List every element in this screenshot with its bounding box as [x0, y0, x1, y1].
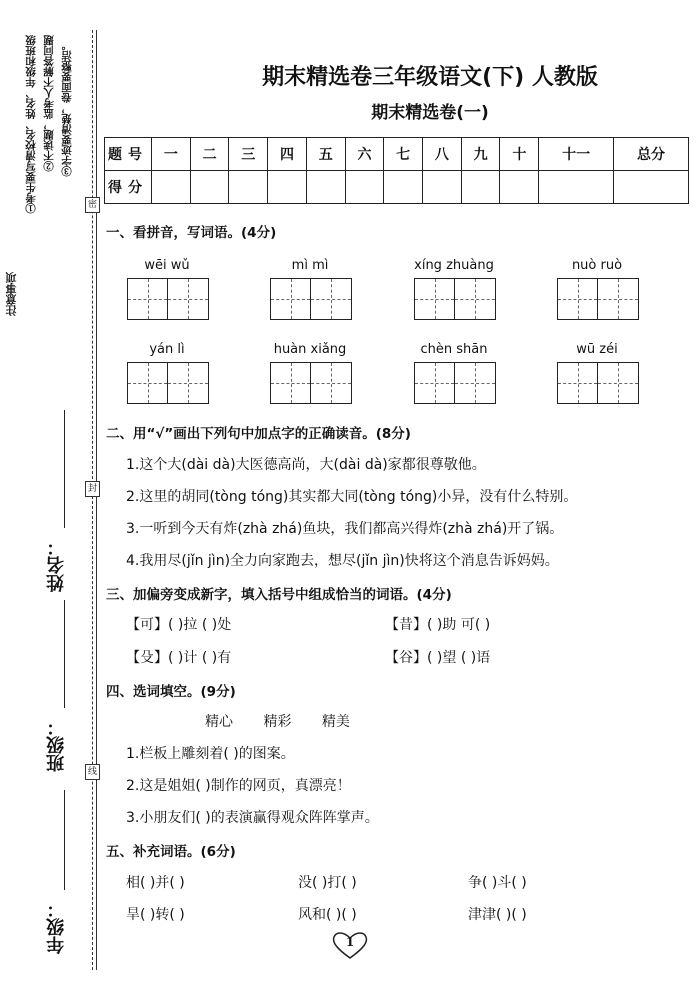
score-col: 三	[229, 138, 268, 171]
idiom-item: 争( )斗( )	[468, 875, 527, 891]
tianzige-box[interactable]	[270, 278, 352, 320]
word-choice: 精彩	[263, 714, 292, 730]
section-4-item: 2.这是姐姐( )制作的网页，真漂亮！	[126, 778, 351, 794]
word-choice: 精心	[205, 714, 233, 730]
score-col: 八	[423, 138, 462, 171]
score-col: 十	[500, 138, 539, 171]
pinyin-label: chèn shān	[420, 342, 488, 357]
section-2-item: 3.一听到今天有炸(zhà zhá)鱼块，我们都高兴得炸(zhà zhá)开了锅。	[126, 521, 564, 537]
cut-line-solid	[96, 30, 97, 970]
note-1: ①考生要写清校名、姓名、年级和班级	[25, 35, 37, 214]
score-cell[interactable]	[423, 171, 462, 204]
score-col: 九	[461, 138, 500, 171]
page-number-heart	[330, 930, 370, 960]
score-cell[interactable]	[229, 171, 268, 204]
tianzige-box[interactable]	[414, 362, 496, 404]
radical-item: 【可】( )拉 ( )处	[126, 617, 232, 633]
page-number: 1	[345, 935, 355, 949]
pinyin-label: nuò ruò	[571, 258, 623, 273]
section-2-item: 1.这个大(dài dà)大医德高尚，大(dài dà)家都很尊敬他。	[126, 457, 486, 473]
score-header-row	[105, 138, 689, 171]
score-cell[interactable]	[268, 171, 307, 204]
idiom-item: 津津( )( )	[468, 907, 527, 923]
class-label: 班级：	[46, 718, 67, 772]
score-col: 二	[190, 138, 229, 171]
cut-mark-close: 封	[85, 481, 100, 497]
pinyin-label: wēi wǔ	[144, 258, 190, 273]
section-3-heading: 三、加偏旁变成新字，填入括号中组成恰当的词语。(4分)	[106, 587, 452, 603]
pinyin-label: mì mì	[291, 258, 329, 273]
section-4-item: 3.小朋友们( )的表演赢得观众阵阵掌声。	[126, 810, 379, 826]
grade-line	[64, 790, 65, 890]
tianzige-box[interactable]	[557, 278, 639, 320]
tianzige-box[interactable]	[270, 362, 352, 404]
score-col: 五	[306, 138, 345, 171]
idiom-item: 相( )并( )	[126, 875, 185, 891]
score-col: 七	[384, 138, 423, 171]
score-table	[104, 137, 689, 204]
cut-mark-line: 线	[85, 764, 100, 780]
score-row-label: 题号	[105, 138, 152, 171]
note-3: ③字迹要清楚，卷面要整洁。	[61, 40, 73, 177]
tianzige-box[interactable]	[557, 362, 639, 404]
pinyin-label: yán lì	[149, 342, 185, 357]
score-cell[interactable]	[539, 171, 614, 204]
grade-label: 年级：	[46, 900, 67, 954]
score-value-row	[105, 171, 689, 204]
score-row-label: 得分	[105, 171, 152, 204]
section-5-heading: 五、补充词语。(6分)	[106, 844, 236, 860]
section-4-heading: 四、选词填空。(9分)	[106, 684, 236, 700]
word-bank	[205, 711, 376, 731]
idiom-item: 没( )打( )	[298, 875, 357, 891]
name-line	[64, 410, 65, 528]
radical-item: 【殳】( )计 ( )有	[126, 650, 232, 666]
page-title: 期末精选卷三年级语文(下) 人教版	[262, 65, 598, 90]
cut-line-dashed	[92, 30, 93, 970]
score-cell[interactable]	[345, 171, 384, 204]
score-cell[interactable]	[306, 171, 345, 204]
score-cell[interactable]	[614, 171, 689, 204]
notes-title: 注意事项	[5, 272, 18, 316]
radical-item: 【谷】( )望 ( )语	[385, 650, 491, 666]
page-subtitle: 期末精选卷(一)	[371, 103, 489, 123]
pinyin-label: wū zéi	[576, 342, 618, 357]
score-cell[interactable]	[384, 171, 423, 204]
score-col: 总分	[614, 138, 689, 171]
radical-item: 【昔】( )助 可( )	[385, 617, 491, 633]
idiom-item: 旱( )转( )	[126, 907, 185, 923]
score-col: 一	[152, 138, 191, 171]
section-2-item: 2.这里的胡同(tòng tóng)其实都大同(tòng tóng)小异，没有什么特别。	[126, 489, 578, 505]
score-cell[interactable]	[190, 171, 229, 204]
pinyin-label: xíng zhuàng	[414, 258, 494, 273]
section-2-item: 4.我用尽(jǐn jìn)全力向家跑去，想尽(jǐn jìn)快将这个消息告诉妈妈。	[126, 553, 559, 569]
binding-margin	[0, 0, 100, 990]
tianzige-box[interactable]	[414, 278, 496, 320]
word-choice: 精美	[321, 714, 350, 730]
class-line	[64, 600, 65, 708]
tianzige-box[interactable]	[127, 278, 209, 320]
cut-mark-seal: 密	[85, 197, 100, 213]
section-1-heading: 一、看拼音，写词语。(4分)	[106, 225, 277, 241]
score-cell[interactable]	[500, 171, 539, 204]
pinyin-label: huàn xiǎng	[273, 342, 347, 357]
tianzige-box[interactable]	[127, 362, 209, 404]
section-2-heading: 二、用“√”画出下列句中加点字的正确读音。(8分)	[106, 426, 411, 442]
note-2: ②不读题，监考人不解答问题	[43, 35, 55, 172]
section-4-item: 1.栏板上雕刻着( )的图案。	[126, 746, 295, 762]
score-col: 六	[345, 138, 384, 171]
score-col: 四	[268, 138, 307, 171]
score-col: 十一	[539, 138, 614, 171]
name-label: 姓名：	[46, 538, 67, 592]
idiom-item: 风和( )( )	[298, 907, 357, 923]
score-cell[interactable]	[152, 171, 191, 204]
score-cell[interactable]	[461, 171, 500, 204]
